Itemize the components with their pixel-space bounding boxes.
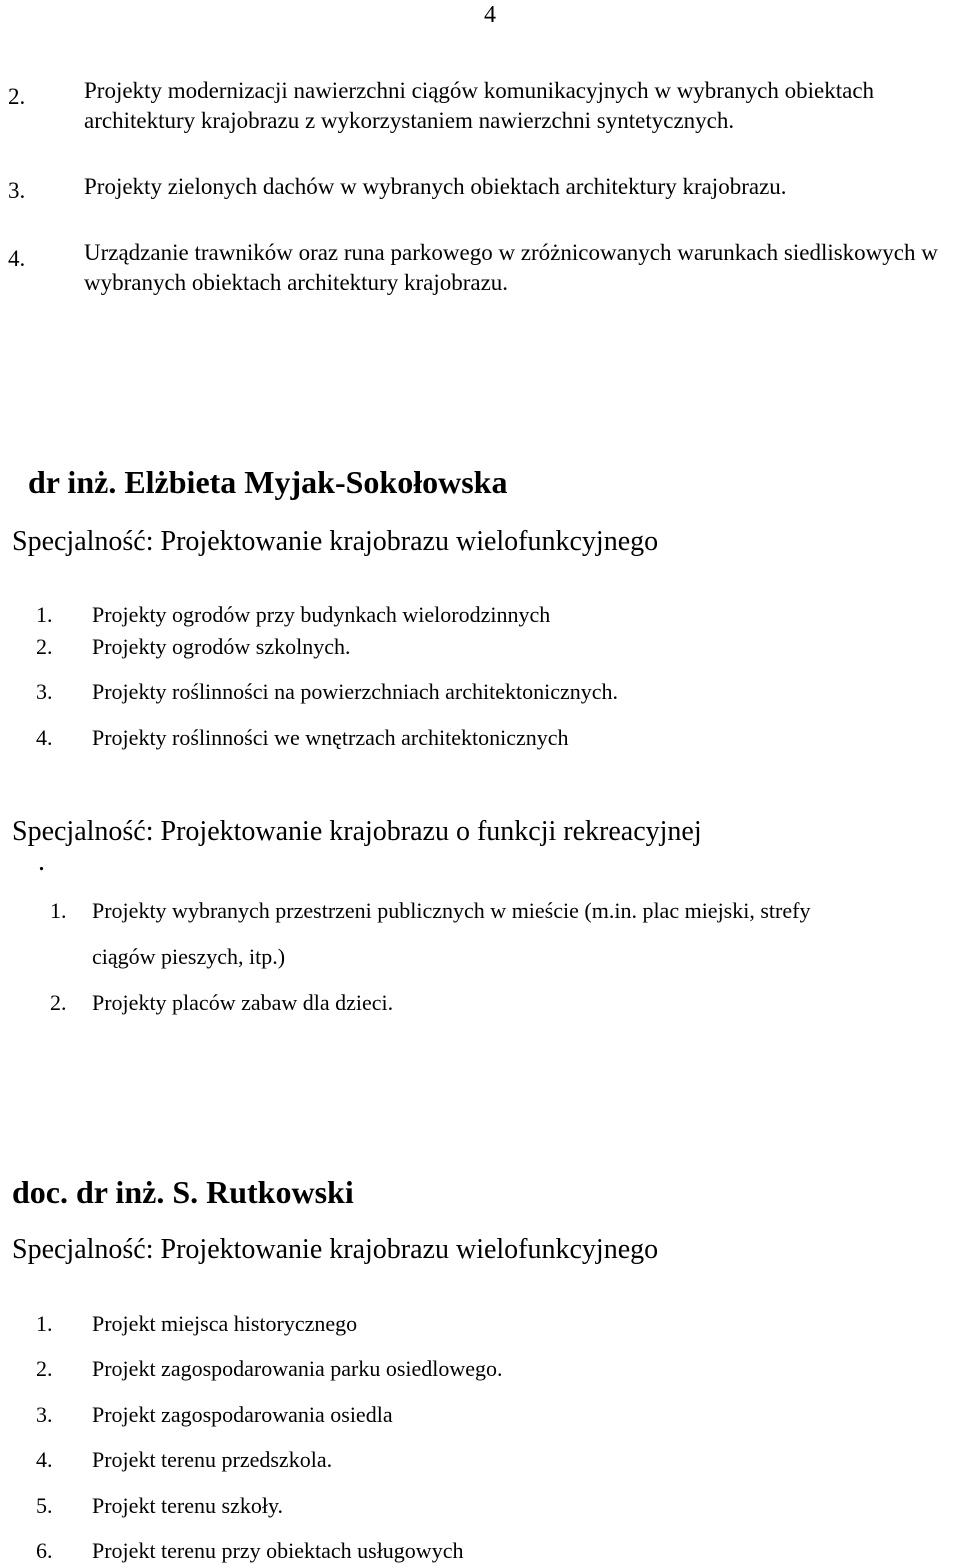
page-number: 4	[484, 2, 496, 28]
list-item-number: 1.	[50, 898, 67, 923]
list-item-text: Projekt terenu przedszkola.	[92, 1447, 333, 1472]
list-item-number: 3.	[36, 1402, 53, 1427]
specialty-heading: Specjalność: Projektowanie krajobrazu wielofunkcyjnego	[12, 1234, 659, 1265]
supervisor-name: doc. dr inż. S. Rutkowski	[12, 1174, 354, 1210]
specialty-dot: .	[38, 846, 45, 877]
list-item-text: Projekty roślinności na powierzchniach architektonicznych.	[92, 679, 618, 704]
list-item-number: 2.	[50, 990, 67, 1015]
list-item-text: Projekty ogrodów szkolnych.	[92, 634, 351, 659]
list-item-text: Projekt zagospodarowania osiedla	[92, 1402, 393, 1427]
list-item-text: Urządzanie trawników oraz runa parkowego w zróżnicowanych warunkach siedliskowych w wybranych obiektach architektury krajobrazu.	[84, 240, 938, 295]
specialty-heading: Specjalność: Projektowanie krajobrazu wielofunkcyjnego	[12, 526, 659, 557]
list-item-number: 2.	[36, 1356, 53, 1381]
list-item-text: Projekty roślinności we wnętrzach architektonicznych	[92, 725, 569, 750]
specialty-heading: Specjalność: Projektowanie krajobrazu o funkcji rekreacyjnej	[12, 816, 702, 847]
list-item-text: Projekty modernizacji nawierzchni ciągów komunikacyjnych w wybranych obiektach architektury krajobrazu z wykorzystaniem nawierzchni syntetycznych.	[84, 78, 875, 133]
list-item-number: 4.	[36, 1447, 53, 1472]
list-item-text: Projekt zagospodarowania parku osiedlowego.	[92, 1356, 503, 1381]
list-item-number: 4.	[36, 725, 53, 750]
supervisor-name: dr inż. Elżbieta Myjak-Sokołowska	[28, 464, 508, 500]
list-item-text: Projekty wybranych przestrzeni publicznych w mieście (m.in. plac miejski, strefy	[92, 898, 811, 923]
list-item-text: Projekt terenu przy obiektach usługowych	[92, 1538, 464, 1563]
list-item-text: Projekt terenu szkoły.	[92, 1493, 284, 1518]
list-item-text: Projekty ogrodów przy budynkach wielorodzinnych	[92, 602, 551, 627]
list-item-text: Projekty placów zabaw dla dzieci.	[92, 990, 394, 1015]
list-item-text-continued: ciągów pieszych, itp.)	[92, 944, 286, 969]
list-item-number: 2.	[8, 84, 26, 109]
list-item-text: Projekty zielonych dachów w wybranych obiektach architektury krajobrazu.	[84, 174, 787, 199]
list-item-number: 2.	[36, 634, 53, 659]
list-item-text: Projekt miejsca historycznego	[92, 1311, 358, 1336]
list-item-number: 3.	[36, 679, 53, 704]
list-item-number: 1.	[36, 1311, 53, 1336]
list-item-number: 5.	[36, 1493, 53, 1518]
list-item-number: 6.	[36, 1538, 53, 1563]
list-item-number: 1.	[36, 602, 53, 627]
list-item-number: 4.	[8, 246, 26, 271]
list-item-number: 3.	[8, 178, 26, 203]
